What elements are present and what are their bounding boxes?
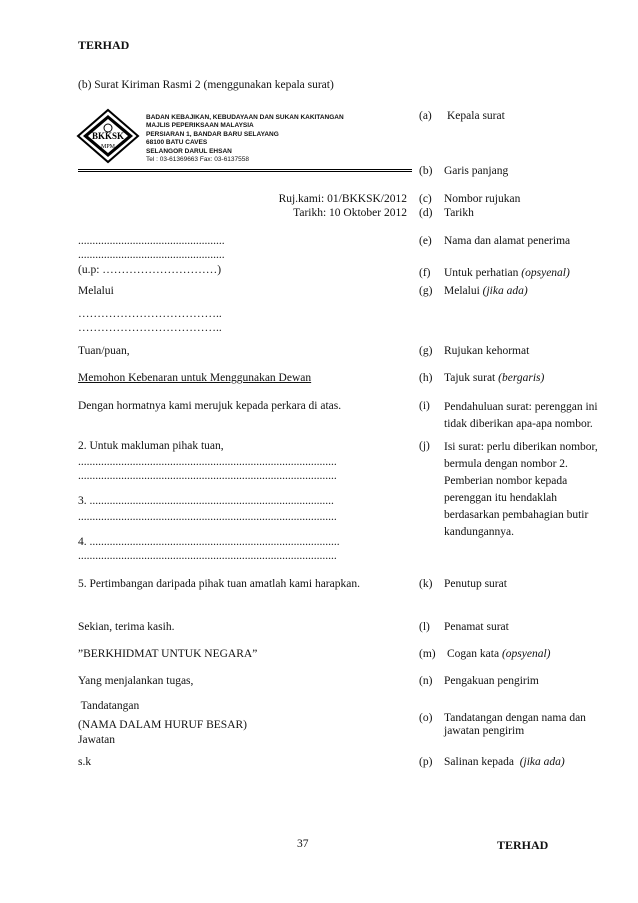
note-key: (e) bbox=[419, 235, 432, 247]
note-text: Nama dan alamat penerima bbox=[444, 235, 571, 247]
note-key: (j) bbox=[419, 440, 430, 452]
svg-text:BKKSK: BKKSK bbox=[91, 131, 125, 141]
note-text: Tajuk surat (bergaris) bbox=[444, 372, 545, 384]
note-text: Isi surat: perlu diberikan nombor, bermula dengan nombor 2. Pemberian nombor kepada perenggan itu hendaklah berdasarkan pembahagian butir kandungannya. bbox=[444, 441, 598, 538]
note-key: (i) bbox=[419, 400, 430, 412]
paragraph-line: .......................................................................................... bbox=[78, 511, 337, 523]
page-number: 37 bbox=[297, 838, 309, 850]
via-label: Melalui bbox=[78, 285, 114, 297]
note-text: Penamat surat bbox=[444, 621, 509, 633]
recipient-line: ................................................... bbox=[78, 249, 225, 261]
via-line: ……………………………….. bbox=[78, 308, 222, 320]
note-key: (a) bbox=[419, 110, 432, 122]
section-title: (b) Surat Kiriman Rasmi 2 (menggunakan kepala surat) bbox=[78, 79, 334, 91]
note-text: Untuk perhatian (opsyenal) bbox=[444, 267, 570, 279]
copy-to: s.k bbox=[78, 756, 92, 768]
subject: Memohon Kebenaran untuk Menggunakan Dewan bbox=[78, 372, 312, 384]
signature: Tandatangan bbox=[78, 700, 140, 712]
note-key: (d) bbox=[419, 207, 433, 219]
attention-line: (u.p: …………………………) bbox=[78, 264, 222, 276]
paragraph-line: .......................................................................................... bbox=[78, 550, 337, 562]
recipient-line: ................................................... bbox=[78, 235, 225, 247]
note-key: (g) bbox=[419, 345, 433, 357]
via-line: ……………………………….. bbox=[78, 322, 222, 334]
note-key: (p) bbox=[419, 756, 433, 768]
date: Tarikh: 10 Oktober 2012 bbox=[293, 207, 407, 219]
letterhead-rule-2 bbox=[78, 171, 412, 172]
note-key: (k) bbox=[419, 578, 433, 590]
paragraph-line: .......................................................................................... bbox=[78, 456, 337, 468]
note-text: Pengakuan pengirim bbox=[444, 675, 539, 687]
note-text: Kepala surat bbox=[447, 110, 505, 122]
note-key: (o) bbox=[419, 712, 433, 724]
paragraph-2: 2. Untuk makluman pihak tuan, bbox=[78, 440, 224, 452]
note-key: (l) bbox=[419, 621, 430, 633]
sender-name: (NAMA DALAM HURUF BESAR) bbox=[78, 719, 248, 731]
paragraph-5: 5. Pertimbangan daripada pihak tuan amatlah kami harapkan. bbox=[78, 578, 360, 590]
motto: ”BERKHIDMAT UNTUK NEGARA” bbox=[78, 648, 258, 660]
paragraph-4: 4. ....................................................................................... bbox=[78, 536, 340, 548]
note-text: Pendahuluan surat: perenggan ini tidak diberikan apa-apa nombor. bbox=[444, 401, 598, 430]
note-text: Nombor rujukan bbox=[444, 193, 521, 205]
note-key: (g) bbox=[419, 285, 433, 297]
letterhead-text: BADAN KEBAJIKAN, KEBUDAYAAN DAN SUKAN KAKITANGAN MAJLIS PEPERIKSAAN MALAYSIA PERSIARAN 1, BANDAR BARU SELAYANG 68100 BATU CAVES SELANGOR DARUL EHSAN Tel : 03-61369663 Fax: 03-6137558 bbox=[146, 114, 344, 164]
note-text: Penutup surat bbox=[444, 578, 507, 590]
note-text: Salinan kepada (jika ada) bbox=[444, 756, 565, 768]
note-key: (n) bbox=[419, 675, 433, 687]
note-text: Tarikh bbox=[444, 207, 474, 219]
note-key: (b) bbox=[419, 165, 433, 177]
note-text: Cogan kata (opsyenal) bbox=[447, 648, 551, 660]
svg-text:MPM: MPM bbox=[100, 144, 116, 150]
letterhead-logo bbox=[74, 108, 142, 164]
note-key: (m) bbox=[419, 648, 436, 660]
note-key: (f) bbox=[419, 267, 431, 279]
note-key: (c) bbox=[419, 193, 432, 205]
note-text: Melalui (jika ada) bbox=[444, 285, 528, 297]
paragraph-3: 3. ..................................................................................... bbox=[78, 495, 334, 507]
note-text: Garis panjang bbox=[444, 165, 509, 177]
header-classification: TERHAD bbox=[78, 38, 130, 52]
closing: Sekian, terima kasih. bbox=[78, 621, 175, 633]
note-text: Tandatangan dengan nama dan jawatan pengirim bbox=[444, 712, 586, 737]
paragraph-line: .......................................................................................... bbox=[78, 470, 337, 482]
ref-number: Ruj.kami: 01/BKKSK/2012 bbox=[278, 193, 407, 205]
note-key: (h) bbox=[419, 372, 433, 384]
sign-off: Yang menjalankan tugas, bbox=[78, 675, 194, 687]
intro-paragraph: Dengan hormatnya kami merujuk kepada perkara di atas. bbox=[78, 400, 342, 412]
note-text: Rujukan kehormat bbox=[444, 345, 530, 357]
footer-classification: TERHAD bbox=[497, 838, 549, 852]
letterhead-rule bbox=[78, 169, 412, 170]
sender-position: Jawatan bbox=[78, 734, 116, 746]
salutation: Tuan/puan, bbox=[78, 345, 130, 357]
